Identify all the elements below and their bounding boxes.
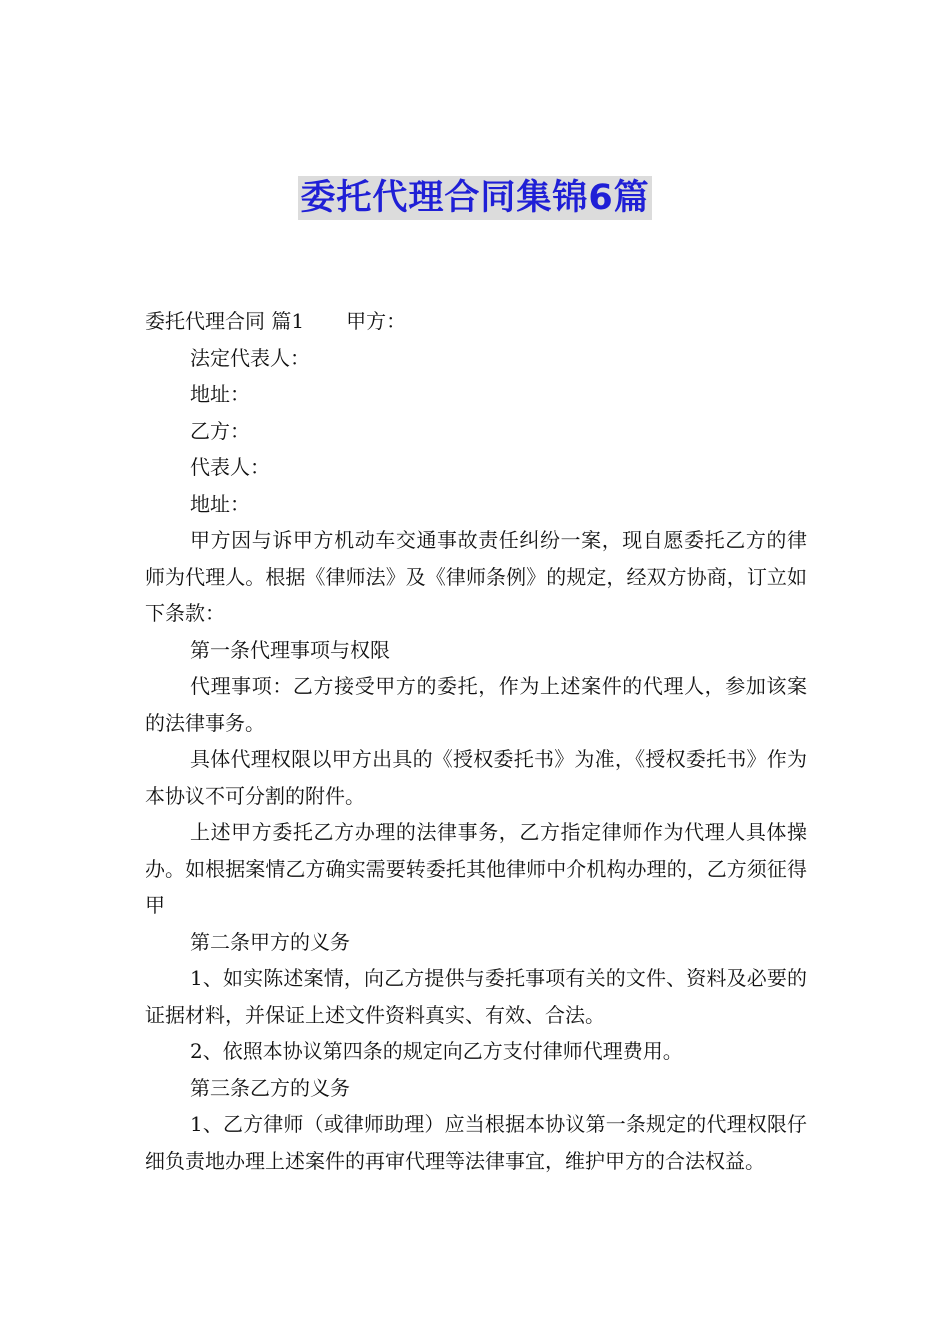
agency-scope-paragraph: 具体代理权限以甲方出具的《授权委托书》为准，《授权委托书》作为本协议不可分割的附件。: [145, 747, 807, 808]
title-container: [0, 176, 950, 220]
article-two-heading: 第二条甲方的义务: [190, 929, 350, 954]
article-one-heading: 第一条代理事项与权限: [190, 637, 390, 662]
party-b-address-line: 地址：: [190, 491, 250, 516]
representative-line: 代表人：: [190, 455, 270, 479]
legal-representative-line: 法定代表人：: [190, 345, 310, 370]
document-body: [145, 303, 807, 1179]
article-three-heading: 第三条乙方的义务: [190, 1075, 350, 1100]
delegation-paragraph: 上述甲方委托乙方办理的法律事务，乙方指定律师作为代理人具体操办。如根据案情乙方确实需要转委托其他律师中介机构办理的，乙方须征得甲: [145, 820, 807, 917]
party-a-label: 甲方：: [346, 309, 407, 333]
party-b-duty-1: 1、乙方律师（或律师助理）应当根据本协议第一条规定的代理权限仔细负责地办理上述案件的再审代理等法律事宜，维护甲方的合法权益。: [145, 1112, 807, 1173]
party-b-line: 乙方：: [190, 418, 250, 443]
intro-line: [145, 303, 807, 340]
document-title: 委托代理合同集锦6篇: [300, 178, 650, 218]
party-a-duty-1: 1、如实陈述案情，向乙方提供与委托事项有关的文件、资料及必要的证据材料，并保证上述文件资料真实、有效、合法。: [145, 966, 807, 1027]
party-a-duty-2: 2、依照本协议第四条的规定向乙方支付律师代理费用。: [190, 1039, 683, 1063]
preamble-paragraph: 甲方因与诉甲方机动车交通事故责任纠纷一案，现自愿委托乙方的律师为代理人。根据《律师法》及《律师条例》的规定，经双方协商，订立如下条款：: [145, 528, 807, 625]
agency-matters-paragraph: 代理事项：乙方接受甲方的委托，作为上述案件的代理人，参加该案的法律事务。: [145, 674, 807, 735]
party-a-address-line: 地址：: [190, 382, 250, 406]
section-label: 委托代理合同 篇1: [145, 309, 305, 333]
